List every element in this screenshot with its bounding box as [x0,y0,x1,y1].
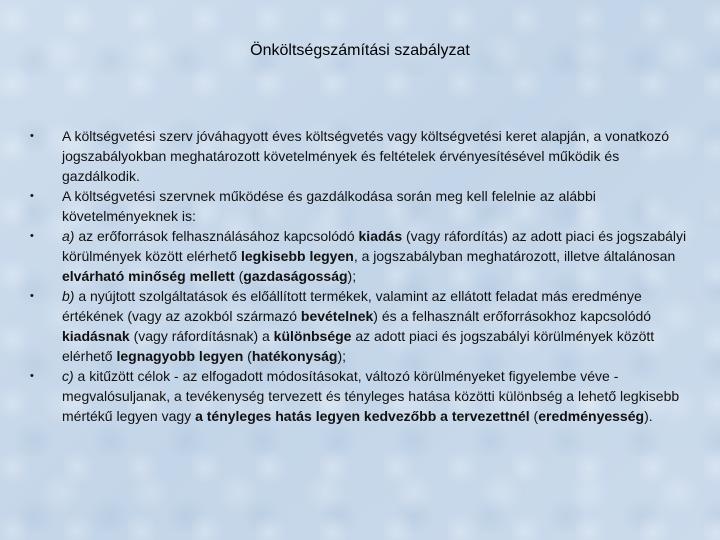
bold-text: kiadásnak [62,328,130,344]
text-segment: , a jogszabályban meghatározott, illetve általánosan [353,248,676,264]
bold-text: elvárható minőség mellett [62,268,235,284]
bold-text: a tényleges hatás legyen kedvezőbb a tervezettnél [195,408,530,424]
bullet-item [30,126,690,186]
text-segment: ( [529,408,539,424]
text-segment: ); [337,348,347,364]
italic-label: a) [62,228,75,244]
text-segment: az erőforrások felhasználásához kapcsolódó [74,228,359,244]
bold-text: legnagyobb legyen [116,348,244,364]
bold-text: legkisebb legyen [240,248,354,264]
page-title: Önköltségszámítási szabályzat [250,42,470,59]
bold-text: eredményesség [538,408,645,424]
text-segment: ( [243,348,252,364]
bullet-item [30,286,690,366]
italic-label: c) [62,368,74,384]
text-segment: a kitűzött célok - az elfogadott módosításokat, változó körülményeket figyelembe véve - megvalósuljanak, a tevékenység tervezett és tényleges hatása közötti különbség a lehető legkisebb mértékű legyen vagy [62,368,680,424]
text-segment: a nyújtott szolgáltatások és előállított termékek, valamint az ellátott feladat más eredménye értékének (vagy az azokból származó [62,288,642,324]
text-segment: (vagy ráfordítás) az adott piaci és jogszabályi körülmények között elérhető [62,228,687,264]
bold-text: hatékonyság [251,348,338,364]
bullet-item [30,186,690,226]
text-segment: ( [234,268,244,284]
text-segment: A költségvetési szerv jóváhagyott éves költségvetés vagy költségvetési keret alapján, a vonatkozó jogszabályokban meghatározott követelmények és feltételek érvényesítésével működik és gazdálkodik. [62,128,670,184]
bold-text: gazdaságosság [243,268,348,284]
text-segment: ); [347,268,357,284]
bold-text: bevételnek [300,308,374,324]
bullet-item [30,226,690,286]
bullet-item [30,366,690,426]
bold-text: kiadás [358,228,403,244]
text-segment: A költségvetési szervnek működése és gazdálkodása során meg kell felelnie az alábbi követelményeknek is: [62,188,596,224]
text-segment: (vagy ráfordításnak) a [129,328,274,344]
text-segment: ). [644,408,653,424]
bullet-list [30,126,690,426]
text-segment: az adott piaci és jogszabályi körülmények között elérhető [62,328,655,364]
text-segment: ) és a felhasznált erőforrásokhoz kapcsolódó [373,308,652,324]
bold-text: különbsége [273,328,352,344]
italic-label: b) [62,288,75,304]
